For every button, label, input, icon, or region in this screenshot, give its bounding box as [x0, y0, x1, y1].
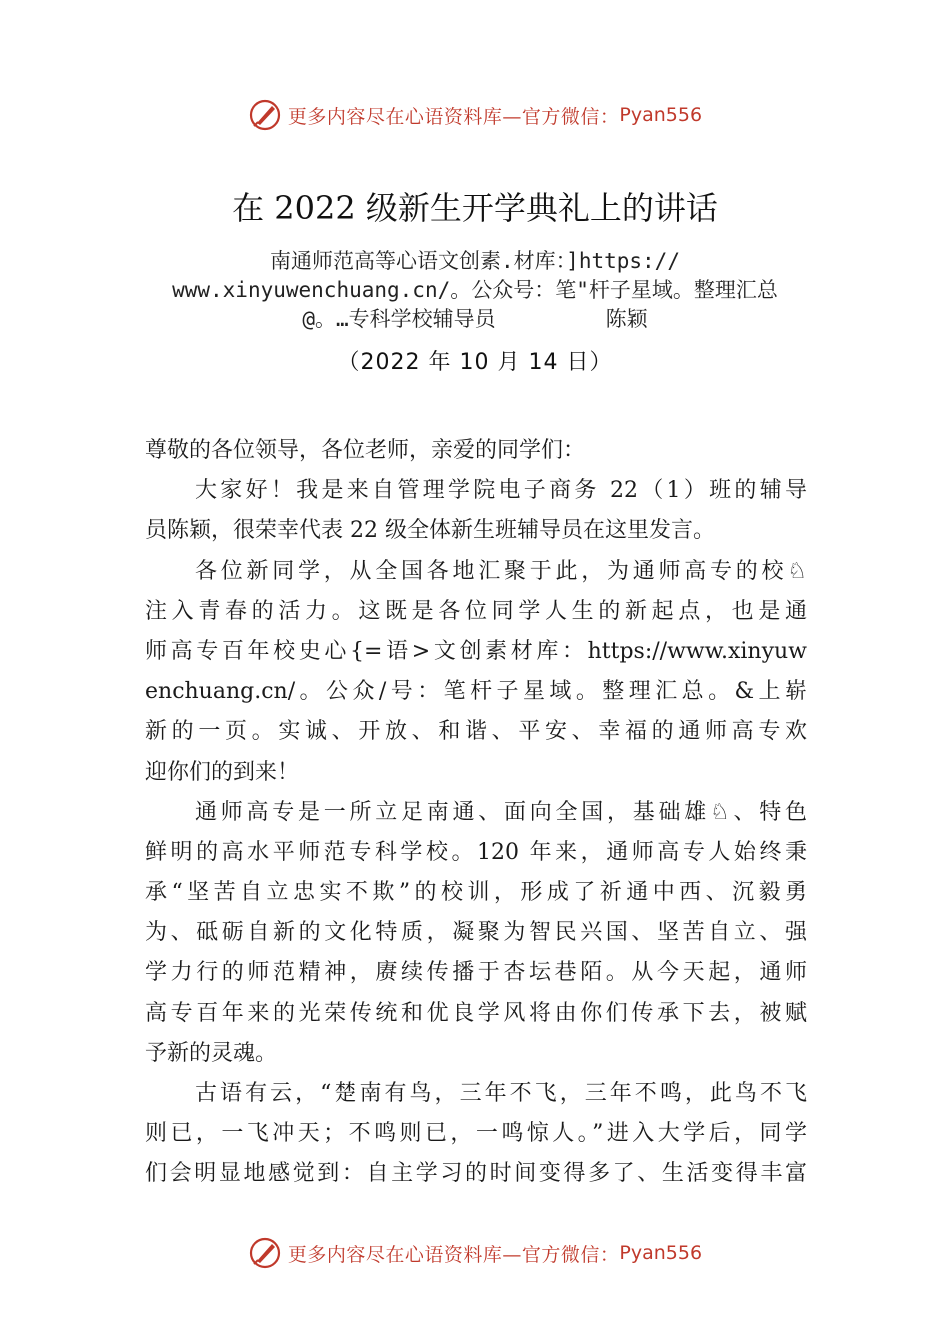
- speech-body: [145, 431, 807, 1195]
- body-line: 予新的灵魂。: [145, 1040, 278, 1066]
- footer-banner: [0, 1233, 950, 1273]
- quill-pen-logo-icon: [248, 1236, 282, 1270]
- body-line: 为、砥砺自新的文化特质，凝聚为智民兴国、坚苦自立、强: [145, 920, 807, 946]
- author-name: 陈颖: [605, 307, 648, 331]
- body-line: 们会明显地感觉到：自主学习的时间变得多了、生活变得丰富: [145, 1161, 807, 1187]
- source-line: www.xinyuwenchuang.cn/。公众号：笔"杆子星域。整理汇总: [172, 278, 778, 302]
- body-line: 尊敬的各位领导，各位老师，亲爱的同学们：: [145, 438, 586, 463]
- body-line: 师高专百年校史心{=语>文创素材库：https://www.xinyuw: [145, 638, 807, 664]
- body-line: 高专百年来的光荣传统和优良学风将由你们传承下去，被赋: [145, 1000, 807, 1026]
- speech-date: （2022 年 10 月 14 日）: [337, 350, 613, 375]
- source-line: 南通师范高等心语文创素.材库：]https://: [270, 249, 680, 273]
- banner-text: 更多内容尽在心语资料库—官方微信：: [287, 1243, 620, 1266]
- body-line: 大家好！我是来自管理学院电子商务 22（1）班的辅导: [195, 478, 807, 504]
- body-line: 注入青春的活力。这既是各位同学人生的新起点，也是通: [145, 598, 807, 624]
- source-attribution: [120, 247, 830, 334]
- body-line: enchuang.cn/。公众/号：笔杆子星域。整理汇总。&上崭: [145, 679, 807, 705]
- source-line-author: [120, 305, 830, 334]
- body-line: 新的一页。实诚、开放、和谐、平安、幸福的通师高专欢: [145, 719, 807, 745]
- banner-text: 更多内容尽在心语资料库—官方微信：: [287, 105, 620, 128]
- body-line: 承“坚苦自立忠实不欺”的校训，形成了祈通中西、沉毅勇: [145, 880, 807, 906]
- body-line: 迎你们的到来！: [145, 759, 300, 785]
- body-line: 古语有云，“楚南有鸟，三年不飞，三年不鸣，此鸟不飞: [195, 1081, 807, 1106]
- document-title: 在 2022 级新生开学典礼上的讲话: [232, 189, 718, 227]
- body-line: 各位新同学，从全国各地汇聚于此，为通师高专的校♘: [195, 558, 807, 584]
- author-role: @。…专科学校辅导员: [302, 307, 496, 331]
- body-line: 则已，一飞冲天；不鸣则已，一鸣惊人。”进入大学后，同学: [145, 1121, 807, 1147]
- quill-pen-logo-icon: [248, 98, 282, 132]
- banner-wechat-id: Pyan556: [619, 1242, 703, 1264]
- body-line: 学力行的师范精神，赓续传播于杏坛巷陌。从今天起，通师: [145, 960, 807, 986]
- body-line: 鲜明的高水平师范专科学校。120 年来，通师高专人始终秉: [145, 839, 807, 865]
- body-line: 员陈颖，很荣幸代表 22 级全体新生班辅导员在这里发言。: [145, 518, 715, 544]
- body-line: 通师高专是一所立足南通、面向全国，基础雄♘、特色: [195, 799, 807, 825]
- banner-wechat-id: Pyan556: [619, 104, 703, 126]
- header-banner: [0, 95, 950, 135]
